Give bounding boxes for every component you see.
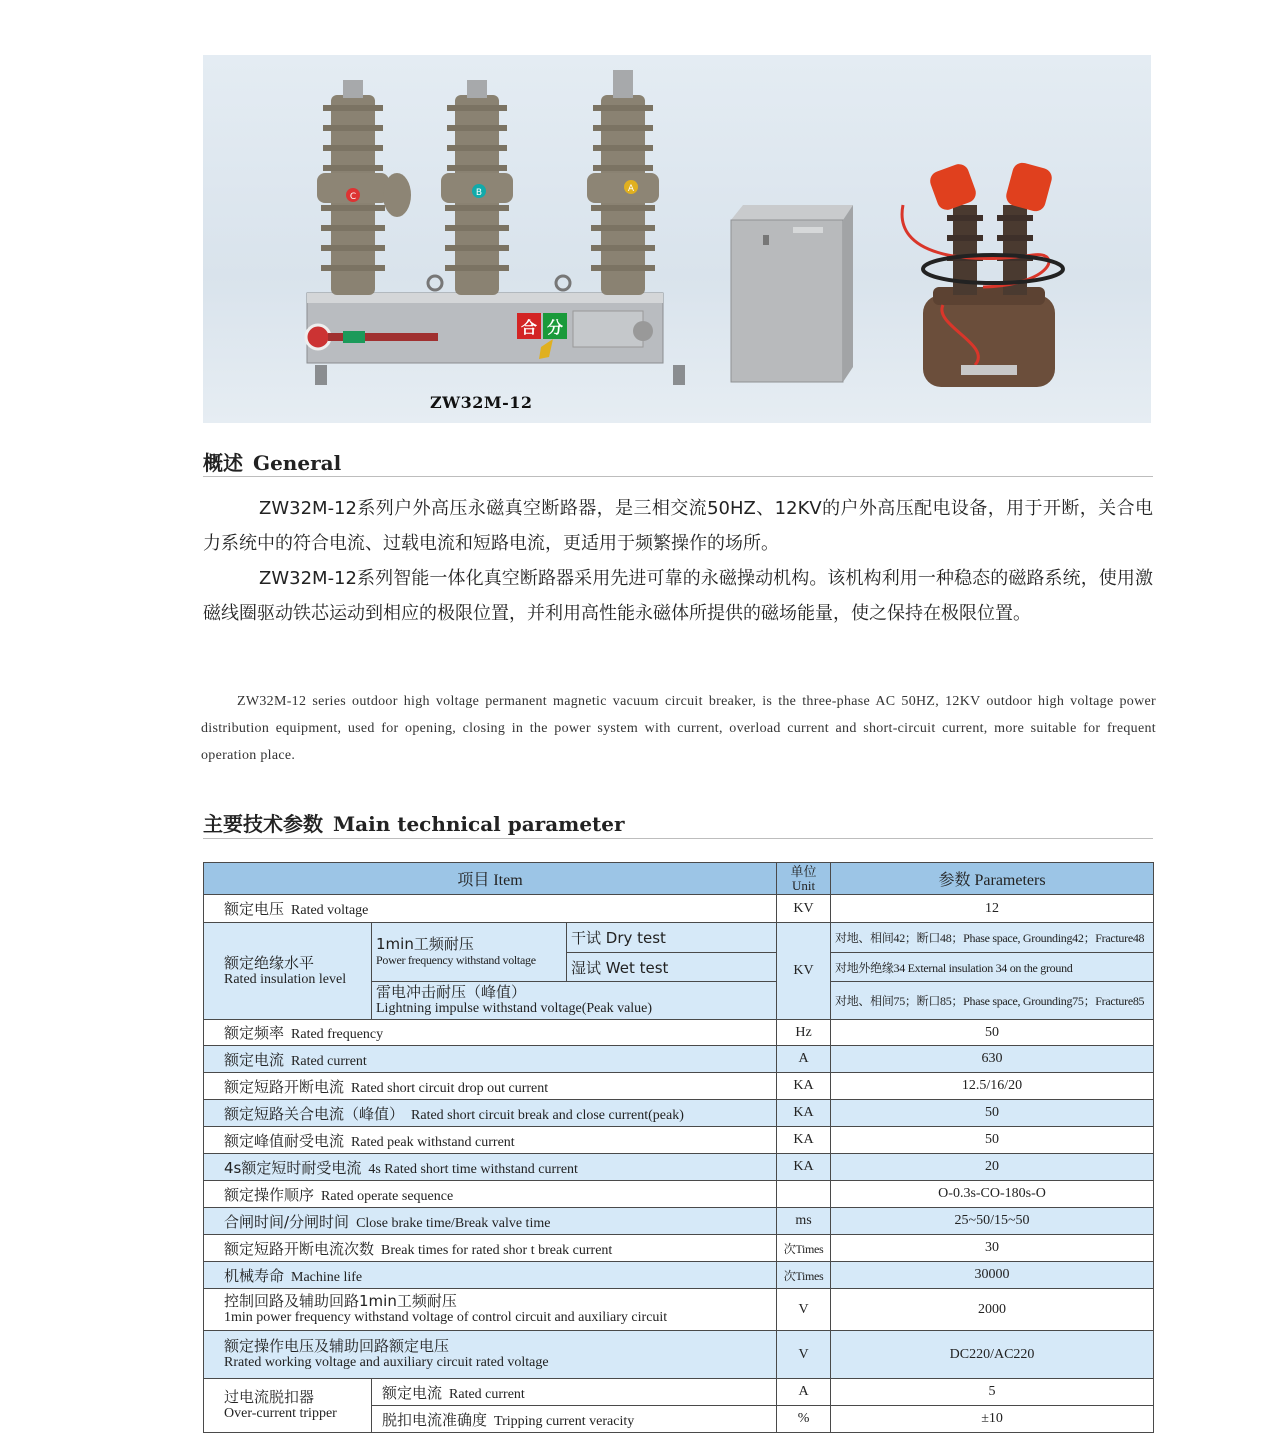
row-unit: V: [777, 1331, 831, 1379]
general-paragraph-english: [201, 688, 1156, 769]
table-row: [204, 1208, 1154, 1235]
row-label-en: Break times for rated shor t break current: [381, 1242, 613, 1258]
row-label: [204, 1262, 777, 1289]
dry-test-label: 干试 Dry test: [567, 923, 777, 953]
general-paragraph-english-text: ZW32M-12 series outdoor high voltage permanent magnetic vacuum circuit breaker, is the three-phase AC 50HZ, 12KV outdoor high voltage power distribution equipment, used for opening, closing in the power system with current, overload current and short-circuit current, more suitable for frequent operation place.: [201, 694, 1156, 763]
row-label: [204, 1235, 777, 1262]
row-label-zh: 额定电压: [224, 900, 285, 918]
row-unit: A: [777, 1379, 831, 1406]
row-label-en: Rated current: [449, 1386, 525, 1402]
row-unit: ms: [777, 1208, 831, 1235]
power-frequency-en: Power frequency withstand voltage: [376, 952, 536, 967]
table-row: [204, 895, 1154, 923]
power-frequency-label: [372, 923, 567, 982]
row-label-zh: 4s额定短时耐受电流: [224, 1158, 362, 1177]
table-header-row: [204, 863, 1154, 895]
row-value: 50: [831, 1020, 1154, 1046]
row-unit: V: [777, 1289, 831, 1331]
row-label: [204, 1208, 777, 1235]
row-label-zh: 额定短路关合电流（峰值）: [224, 1104, 405, 1123]
row-label-zh: 机械寿命: [224, 1266, 285, 1285]
general-paragraph-1: [203, 491, 1153, 561]
row-unit: KA: [777, 1100, 831, 1127]
row-value: 12: [831, 895, 1154, 923]
params-heading-en: Main technical parameter: [333, 812, 625, 836]
table-row: [204, 1046, 1154, 1073]
row-label: [204, 1020, 777, 1046]
row-unit: 次Times: [777, 1235, 831, 1262]
general-paragraph-1-text: ZW32M-12系列户外高压永磁真空断路器，是三相交流50HZ、12KV的户外高压配电设备，用于开断，关合电力系统中的符合电流、过载电流和短路电流，更适用于频繁操作的场所。: [203, 498, 1153, 554]
row-label: [204, 1331, 777, 1379]
lightning-impulse-en: Lightning impulse withstand voltage(Peak value): [376, 1001, 653, 1016]
row-label-zh: 额定操作顺序: [224, 1185, 315, 1204]
row-label-zh: 额定电流: [382, 1383, 443, 1402]
tripper-label-en: Over-current tripper: [224, 1406, 337, 1421]
table-row: [204, 1127, 1154, 1154]
row-label-en: Rated frequency: [291, 1027, 384, 1042]
params-heading-zh: 主要技术参数: [203, 812, 323, 836]
table-row: [204, 1331, 1154, 1379]
general-heading: [203, 447, 341, 476]
row-value: 2000: [831, 1289, 1154, 1331]
row-value: 5: [831, 1379, 1154, 1406]
row-value: 630: [831, 1046, 1154, 1073]
row-label: [372, 1379, 777, 1406]
params-divider: [203, 838, 1153, 839]
row-value: 25~50/15~50: [831, 1208, 1154, 1235]
row-unit: Hz: [777, 1020, 831, 1046]
table-row: [204, 1154, 1154, 1181]
header-unit: [777, 863, 831, 895]
insulation-label-zh: 额定绝缘水平: [224, 953, 315, 972]
lightning-impulse-value: 对地、相间75；断口85；Phase space, Grounding75；Fracture85: [831, 982, 1154, 1020]
header-unit-zh: 单位: [790, 864, 817, 880]
row-unit: 次Times: [777, 1262, 831, 1289]
row-label-en: Rated operate sequence: [321, 1188, 454, 1204]
row-unit: KA: [777, 1127, 831, 1154]
product-photo: [203, 55, 1151, 423]
phase-b-label: B: [475, 188, 483, 198]
row-value: 12.5/16/20: [831, 1073, 1154, 1100]
table-row: [204, 1181, 1154, 1208]
row-value: 50: [831, 1127, 1154, 1154]
row-value: DC220/AC220: [831, 1331, 1154, 1379]
open-button-label: 分: [546, 318, 564, 337]
row-label-zh: 控制回路及辅助回路1min工频耐压: [224, 1292, 457, 1310]
table-row: [204, 1262, 1154, 1289]
insulation-unit: KV: [777, 923, 831, 1020]
row-value: O-0.3s-CO-180s-O: [831, 1181, 1154, 1208]
row-label: [204, 1100, 777, 1127]
row-label: [204, 895, 777, 923]
row-value: 50: [831, 1100, 1154, 1127]
tripper-label: [204, 1379, 372, 1433]
row-label-zh: 额定短路开断电流: [224, 1077, 345, 1096]
tripper-label-zh: 过电流脱扣器: [224, 1388, 315, 1406]
general-divider: [203, 476, 1153, 477]
table-row: [204, 1100, 1154, 1127]
row-label-zh: 额定峰值耐受电流: [224, 1131, 345, 1150]
row-unit: %: [777, 1406, 831, 1433]
row-label-en: Rrated working voltage and auxiliary circuit rated voltage: [224, 1355, 549, 1370]
table-row: [204, 1020, 1154, 1046]
row-label-en: Rated short circuit break and close current(peak): [411, 1107, 684, 1123]
insulation-label: [204, 923, 372, 1020]
wet-test-value: 对地外绝缘34 External insulation 34 on the ground: [831, 953, 1154, 982]
general-heading-zh: 概述: [203, 451, 243, 475]
row-value: 30000: [831, 1262, 1154, 1289]
header-item: 项目 Item: [204, 863, 777, 895]
row-label-zh: 额定操作电压及辅助回路额定电压: [224, 1337, 450, 1355]
wet-test-label: 湿试 Wet test: [567, 953, 777, 982]
row-label-en: 4s Rated short time withstand current: [368, 1161, 578, 1177]
row-label-zh: 合闸时间/分闸时间: [224, 1212, 350, 1231]
parameter-table: [203, 862, 1154, 1433]
row-label-en: Rated current: [291, 1053, 367, 1069]
row-unit: KA: [777, 1073, 831, 1100]
row-label: [204, 1181, 777, 1208]
row-label-en: Close brake time/Break valve time: [356, 1215, 551, 1231]
row-label: [204, 1127, 777, 1154]
params-heading: [203, 808, 625, 837]
row-label: [204, 1154, 777, 1181]
lightning-impulse-label: [372, 982, 777, 1020]
phase-a-label: A: [627, 184, 635, 194]
insulation-label-en: Rated insulation level: [224, 971, 347, 987]
row-label-en: Rated short circuit drop out current: [351, 1080, 549, 1096]
table-row: [204, 1235, 1154, 1262]
row-unit: [777, 1181, 831, 1208]
header-parameters: 参数 Parameters: [831, 863, 1154, 895]
row-unit: KV: [777, 895, 831, 923]
table-row: [204, 1289, 1154, 1331]
row-label-en: Machine life: [291, 1269, 363, 1285]
row-label: [372, 1406, 777, 1433]
table-row: [204, 1073, 1154, 1100]
power-frequency-zh: 1min工频耐压: [376, 934, 474, 953]
header-unit-en: Unit: [791, 877, 816, 893]
breaker-illustration: [203, 55, 1151, 423]
row-label-en: Rated peak withstand current: [351, 1134, 515, 1150]
row-label-zh: 额定短路开断电流次数: [224, 1239, 375, 1258]
row-label-en: Rated voltage: [291, 903, 369, 918]
table-row: [204, 1379, 1154, 1406]
table-row: [204, 923, 1154, 953]
general-paragraph-2-text: ZW32M-12系列智能一体化真空断路器采用先进可靠的永磁操动机构。该机构利用一种稳态的磁路系统，使用激磁线圈驱动铁芯运动到相应的极限位置，并利用高性能永磁体所提供的磁场能量，使之保持在极限位置。: [203, 568, 1153, 624]
lightning-impulse-zh: 雷电冲击耐压（峰值）: [376, 983, 527, 1001]
row-label: [204, 1046, 777, 1073]
general-heading-en: General: [253, 451, 342, 475]
row-label-zh: 脱扣电流准确度: [382, 1410, 488, 1429]
row-label-zh: 额定电流: [224, 1050, 285, 1069]
row-label-zh: 额定频率: [224, 1024, 285, 1042]
row-label: [204, 1073, 777, 1100]
row-label-en: 1min power frequency withstand voltage of control circuit and auxiliary circuit: [224, 1310, 668, 1325]
close-button-label: 合: [520, 318, 538, 337]
general-paragraph-2: [203, 561, 1153, 631]
dry-test-value: 对地、相间42；断口48；Phase space, Grounding42；Fracture48: [831, 923, 1154, 953]
row-value: ±10: [831, 1406, 1154, 1433]
photo-caption: ZW32M-12: [430, 393, 533, 412]
phase-c-label: C: [349, 192, 357, 202]
row-value: 30: [831, 1235, 1154, 1262]
row-unit: KA: [777, 1154, 831, 1181]
row-value: 20: [831, 1154, 1154, 1181]
row-label-en: Tripping current veracity: [494, 1413, 635, 1429]
row-label: [204, 1289, 777, 1331]
row-unit: A: [777, 1046, 831, 1073]
